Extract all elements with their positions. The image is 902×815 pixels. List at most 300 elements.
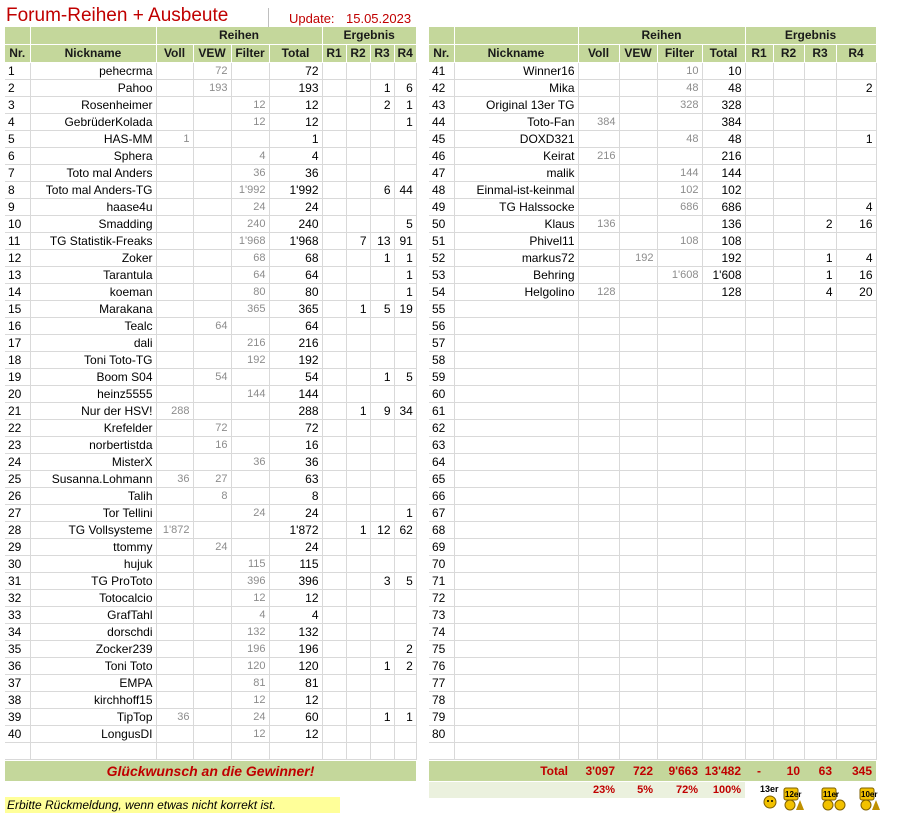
- row-r2: [773, 147, 804, 164]
- row-r3: [370, 538, 394, 555]
- row-r3: [804, 113, 836, 130]
- row-vew: 16: [193, 436, 231, 453]
- row-voll: [578, 62, 619, 79]
- row-r1: [322, 538, 346, 555]
- row-nr: 73: [429, 606, 454, 623]
- row-voll: [578, 334, 619, 351]
- row-total: 1'608: [702, 266, 745, 283]
- winner-icons: [760, 782, 900, 812]
- row-vew: [193, 657, 231, 674]
- row-vew: [193, 96, 231, 113]
- table-row: [5, 555, 416, 572]
- row-r4: 20: [836, 283, 876, 300]
- row-r3: [804, 419, 836, 436]
- row-vew: [619, 725, 657, 742]
- row-r2: [346, 538, 370, 555]
- table-row: [429, 130, 876, 147]
- row-filter: 1'992: [231, 181, 269, 198]
- row-vew: [193, 572, 231, 589]
- row-filter: [231, 79, 269, 96]
- col-nr-header: Nr.: [429, 44, 454, 62]
- row-total: 240: [269, 215, 322, 232]
- row-r3: [804, 691, 836, 708]
- row-r2: [773, 113, 804, 130]
- row-r3: [370, 164, 394, 181]
- row-r2: [346, 487, 370, 504]
- row-r2: [773, 130, 804, 147]
- row-nickname: Toni Toto-TG: [30, 351, 156, 368]
- row-r1: [322, 589, 346, 606]
- row-r1: [745, 725, 773, 742]
- row-r3: 4: [804, 283, 836, 300]
- row-r3: [804, 521, 836, 538]
- row-vew: [619, 215, 657, 232]
- row-vew: [619, 589, 657, 606]
- row-r4: [394, 487, 416, 504]
- row-nickname: TG Vollsysteme: [30, 521, 156, 538]
- row-filter: [657, 385, 702, 402]
- row-empty-cell: [30, 742, 156, 759]
- row-filter: 196: [231, 640, 269, 657]
- row-r4: [836, 385, 876, 402]
- row-nickname: norbertistda: [30, 436, 156, 453]
- row-r4: 4: [836, 198, 876, 215]
- table-row: [5, 164, 416, 181]
- table-row: [5, 521, 416, 538]
- row-r1: [322, 368, 346, 385]
- row-empty-cell: [804, 742, 836, 759]
- row-r2: 7: [346, 232, 370, 249]
- row-r4: 91: [394, 232, 416, 249]
- row-r4: 2: [394, 640, 416, 657]
- group-reihen-header: Reihen: [156, 27, 322, 44]
- row-nickname: [454, 334, 578, 351]
- row-r1: [322, 470, 346, 487]
- col-filter-header: Filter: [231, 44, 269, 62]
- row-nr: 64: [429, 453, 454, 470]
- row-total: 24: [269, 504, 322, 521]
- row-nr: 5: [5, 130, 30, 147]
- row-vew: [619, 130, 657, 147]
- row-voll: [578, 249, 619, 266]
- row-r4: [394, 555, 416, 572]
- row-r2: [346, 96, 370, 113]
- row-nr: 72: [429, 589, 454, 606]
- row-total: [702, 436, 745, 453]
- row-nr: 70: [429, 555, 454, 572]
- row-vew: [193, 606, 231, 623]
- row-r4: 1: [836, 130, 876, 147]
- row-filter: 120: [231, 657, 269, 674]
- row-filter: [657, 623, 702, 640]
- row-nickname: TG ProToto: [30, 572, 156, 589]
- row-r3: [370, 436, 394, 453]
- row-total: 193: [269, 79, 322, 96]
- row-vew: [619, 79, 657, 96]
- row-r1: [322, 606, 346, 623]
- row-voll: [578, 487, 619, 504]
- row-empty-cell: [773, 742, 804, 759]
- row-r4: [394, 419, 416, 436]
- row-filter: [231, 521, 269, 538]
- row-r4: [836, 725, 876, 742]
- table-row: [429, 402, 876, 419]
- table-row: [5, 453, 416, 470]
- row-filter: [657, 589, 702, 606]
- row-r1: [322, 130, 346, 147]
- table-row: [5, 691, 416, 708]
- table-row: [429, 198, 876, 215]
- row-nickname: koeman: [30, 283, 156, 300]
- table-row: [429, 334, 876, 351]
- row-voll: 288: [156, 402, 193, 419]
- row-nickname: Winner16: [454, 62, 578, 79]
- title-divider: [268, 8, 269, 27]
- row-vew: [619, 504, 657, 521]
- row-filter: [657, 402, 702, 419]
- row-nr: 51: [429, 232, 454, 249]
- row-r2: [773, 164, 804, 181]
- row-voll: [578, 300, 619, 317]
- feedback-note: Erbitte Rückmeldung, wenn etwas nicht korrekt ist.: [5, 797, 340, 813]
- table-row: [5, 368, 416, 385]
- table-row: [429, 215, 876, 232]
- header-blank: [429, 27, 454, 44]
- row-filter: 4: [231, 606, 269, 623]
- row-r4: [836, 402, 876, 419]
- row-total: 12: [269, 725, 322, 742]
- row-filter: [657, 572, 702, 589]
- row-r1: [745, 674, 773, 691]
- row-r2: [346, 334, 370, 351]
- percent-vew: 5%: [637, 784, 653, 796]
- row-r1: [745, 504, 773, 521]
- row-total: 10: [702, 62, 745, 79]
- row-filter: 10: [657, 62, 702, 79]
- row-nr: 31: [5, 572, 30, 589]
- total-filter: 9'663: [668, 764, 698, 778]
- row-nickname: [454, 691, 578, 708]
- row-nickname: [454, 368, 578, 385]
- trophy-icons: [760, 782, 900, 812]
- trophy-13er-icon: [760, 784, 779, 808]
- row-r4: [836, 538, 876, 555]
- row-total: 144: [269, 385, 322, 402]
- row-nickname: [454, 351, 578, 368]
- row-r3: [804, 657, 836, 674]
- row-r1: [745, 181, 773, 198]
- row-r1: [322, 198, 346, 215]
- table-row: [429, 487, 876, 504]
- row-vew: 192: [619, 249, 657, 266]
- row-vew: [619, 164, 657, 181]
- row-empty-cell: [657, 742, 702, 759]
- row-r4: 5: [394, 572, 416, 589]
- row-nickname: Smadding: [30, 215, 156, 232]
- row-nickname: Talih: [30, 487, 156, 504]
- row-r1: [745, 402, 773, 419]
- row-vew: [193, 385, 231, 402]
- row-vew: [619, 198, 657, 215]
- row-voll: [156, 555, 193, 572]
- row-filter: [657, 419, 702, 436]
- row-voll: [578, 504, 619, 521]
- row-voll: [156, 725, 193, 742]
- row-voll: [156, 334, 193, 351]
- row-nickname: DOXD321: [454, 130, 578, 147]
- row-filter: 68: [231, 249, 269, 266]
- row-vew: [619, 419, 657, 436]
- row-nr: 55: [429, 300, 454, 317]
- row-nickname: MisterX: [30, 453, 156, 470]
- row-r3: 1: [370, 657, 394, 674]
- row-r3: [804, 317, 836, 334]
- row-r1: [322, 640, 346, 657]
- row-r1: [322, 147, 346, 164]
- row-r4: 16: [836, 215, 876, 232]
- row-r1: [322, 487, 346, 504]
- percent-filter: 72%: [675, 784, 698, 796]
- row-nr: 4: [5, 113, 30, 130]
- col-nickname-header: Nickname: [30, 44, 156, 62]
- row-filter: 24: [231, 708, 269, 725]
- row-filter: [657, 113, 702, 130]
- row-r4: [394, 623, 416, 640]
- table-row: [5, 504, 416, 521]
- row-r2: [346, 351, 370, 368]
- table-row: [5, 317, 416, 334]
- row-vew: 24: [193, 538, 231, 555]
- row-voll: [578, 130, 619, 147]
- row-nickname: Zoker: [30, 249, 156, 266]
- row-r1: [745, 249, 773, 266]
- row-r4: [836, 436, 876, 453]
- row-vew: [193, 181, 231, 198]
- row-total: 115: [269, 555, 322, 572]
- row-nickname: Helgolino: [454, 283, 578, 300]
- group-ergebnis-header: Ergebnis: [322, 27, 416, 44]
- row-r3: [804, 147, 836, 164]
- row-total: 48: [702, 130, 745, 147]
- row-nr: 63: [429, 436, 454, 453]
- row-voll: [578, 691, 619, 708]
- row-r2: [773, 470, 804, 487]
- row-r1: [322, 504, 346, 521]
- row-nr: 59: [429, 368, 454, 385]
- row-r4: [836, 640, 876, 657]
- row-r2: [773, 657, 804, 674]
- row-nr: 65: [429, 470, 454, 487]
- row-r4: [836, 317, 876, 334]
- row-r3: [804, 198, 836, 215]
- row-r2: [346, 164, 370, 181]
- row-r4: 1: [394, 708, 416, 725]
- table-row: [5, 266, 416, 283]
- row-vew: [619, 708, 657, 725]
- row-r3: [804, 385, 836, 402]
- row-r3: [370, 419, 394, 436]
- col-filter-header: Filter: [657, 44, 702, 62]
- row-total: [702, 640, 745, 657]
- row-r3: [370, 147, 394, 164]
- row-voll: [156, 181, 193, 198]
- row-nr: 54: [429, 283, 454, 300]
- row-empty-cell: [370, 742, 394, 759]
- row-nr: 66: [429, 487, 454, 504]
- row-r1: [745, 521, 773, 538]
- row-nickname: Original 13er TG: [454, 96, 578, 113]
- row-total: 102: [702, 181, 745, 198]
- row-total: 36: [269, 164, 322, 181]
- row-voll: [578, 266, 619, 283]
- row-r2: [773, 725, 804, 742]
- col-voll-header: Voll: [156, 44, 193, 62]
- row-r4: [394, 674, 416, 691]
- row-r1: [745, 266, 773, 283]
- row-nickname: [454, 572, 578, 589]
- percents-row: [429, 782, 745, 798]
- row-nr: 42: [429, 79, 454, 96]
- row-filter: 24: [231, 198, 269, 215]
- row-filter: [657, 453, 702, 470]
- row-r2: [346, 385, 370, 402]
- row-total: 396: [269, 572, 322, 589]
- row-filter: [657, 674, 702, 691]
- row-filter: [231, 487, 269, 504]
- row-voll: [156, 657, 193, 674]
- row-vew: [619, 62, 657, 79]
- row-nr: 25: [5, 470, 30, 487]
- percents-spacer: [429, 782, 578, 798]
- row-r4: [394, 351, 416, 368]
- row-nr: 44: [429, 113, 454, 130]
- row-nr: 22: [5, 419, 30, 436]
- row-vew: 72: [193, 62, 231, 79]
- row-voll: [578, 419, 619, 436]
- row-nickname: hujuk: [30, 555, 156, 572]
- row-vew: [619, 470, 657, 487]
- row-filter: 396: [231, 572, 269, 589]
- row-nr: 14: [5, 283, 30, 300]
- row-nickname: Totocalcio: [30, 589, 156, 606]
- row-voll: [156, 606, 193, 623]
- row-r2: [346, 283, 370, 300]
- row-r4: [394, 164, 416, 181]
- row-r2: [773, 351, 804, 368]
- row-voll: [156, 283, 193, 300]
- row-nickname: [454, 402, 578, 419]
- row-r2: [773, 215, 804, 232]
- row-r3: 9: [370, 402, 394, 419]
- row-nickname: TipTop: [30, 708, 156, 725]
- row-empty-cell: [269, 742, 322, 759]
- row-nickname: Einmal-ist-keinmal: [454, 181, 578, 198]
- row-vew: [619, 640, 657, 657]
- svg-text:11er: 11er: [823, 790, 840, 799]
- row-r3: [804, 453, 836, 470]
- row-nr: 7: [5, 164, 30, 181]
- row-empty-cell: [578, 742, 619, 759]
- row-r1: [322, 113, 346, 130]
- row-nickname: [454, 504, 578, 521]
- row-nickname: Tealc: [30, 317, 156, 334]
- row-nr: 29: [5, 538, 30, 555]
- total-r4: 345: [851, 764, 872, 778]
- row-nr: 24: [5, 453, 30, 470]
- row-r4: [394, 130, 416, 147]
- row-r4: [836, 674, 876, 691]
- row-filter: [657, 317, 702, 334]
- row-r1: [322, 334, 346, 351]
- row-voll: [578, 538, 619, 555]
- row-vew: 8: [193, 487, 231, 504]
- total-voll: 3'097: [585, 764, 615, 778]
- row-nr: 67: [429, 504, 454, 521]
- row-r2: [773, 606, 804, 623]
- row-nr: 69: [429, 538, 454, 555]
- row-total: 24: [269, 198, 322, 215]
- row-r2: [346, 606, 370, 623]
- row-r2: [773, 317, 804, 334]
- row-voll: [578, 521, 619, 538]
- row-nickname: HAS-MM: [30, 130, 156, 147]
- col-total-header: Total: [702, 44, 745, 62]
- row-voll: [578, 555, 619, 572]
- row-r3: [804, 538, 836, 555]
- table-row: [429, 283, 876, 300]
- row-r4: 2: [836, 79, 876, 96]
- row-vew: [619, 674, 657, 691]
- row-total: [702, 402, 745, 419]
- row-nr: 74: [429, 623, 454, 640]
- row-r1: [322, 215, 346, 232]
- row-total: 64: [269, 266, 322, 283]
- row-voll: [578, 640, 619, 657]
- row-r3: 1: [370, 79, 394, 96]
- row-voll: [578, 181, 619, 198]
- row-voll: [578, 572, 619, 589]
- table-row: [429, 521, 876, 538]
- row-nr: 43: [429, 96, 454, 113]
- row-r4: 5: [394, 368, 416, 385]
- row-nr: 9: [5, 198, 30, 215]
- row-r2: [346, 555, 370, 572]
- row-r1: [322, 725, 346, 742]
- row-voll: [156, 487, 193, 504]
- row-vew: [193, 725, 231, 742]
- row-r2: 1: [346, 402, 370, 419]
- row-empty-cell: [454, 742, 578, 759]
- table-row: [429, 555, 876, 572]
- row-nr: 39: [5, 708, 30, 725]
- row-total: 68: [269, 249, 322, 266]
- row-r4: [836, 334, 876, 351]
- row-r3: [804, 436, 836, 453]
- row-filter: [657, 487, 702, 504]
- col-r2-header: R2: [773, 44, 804, 62]
- table-row: [429, 691, 876, 708]
- row-nickname: kirchhoff15: [30, 691, 156, 708]
- row-total: 686: [702, 198, 745, 215]
- row-total: 1'968: [269, 232, 322, 249]
- row-total: 24: [269, 538, 322, 555]
- row-filter: [657, 538, 702, 555]
- trophy-10er-icon: [860, 788, 880, 810]
- row-r1: [322, 572, 346, 589]
- left-results-table: [5, 27, 417, 760]
- row-r2: [773, 283, 804, 300]
- row-r4: [394, 691, 416, 708]
